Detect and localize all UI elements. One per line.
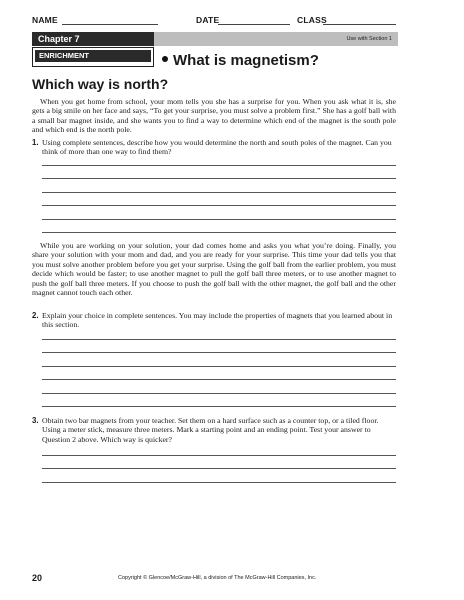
answer-line[interactable] xyxy=(42,219,396,220)
question-3 xyxy=(32,416,396,444)
answer-line[interactable] xyxy=(42,379,396,380)
question-2-text: Explain your choice in complete sentences. You may include the properties of magnets that you learned about in this section. xyxy=(42,311,393,330)
section-bar xyxy=(154,32,398,46)
answer-line[interactable] xyxy=(42,406,396,407)
class-line[interactable] xyxy=(323,24,396,25)
question-2-number: 2. xyxy=(32,311,39,320)
answer-line[interactable] xyxy=(42,339,396,340)
answer-line[interactable] xyxy=(42,192,396,193)
name-label: NAME xyxy=(32,15,58,25)
answer-line[interactable] xyxy=(42,468,396,469)
name-line[interactable] xyxy=(62,24,158,25)
student-info-header xyxy=(32,15,432,27)
section-subtitle: Which way is north? xyxy=(32,76,169,92)
worksheet-title xyxy=(162,52,319,70)
chapter-label: Chapter 7 xyxy=(32,32,154,46)
date-label: DATE xyxy=(196,15,220,25)
question-1 xyxy=(32,138,396,157)
answer-line[interactable] xyxy=(42,482,396,483)
middle-paragraph: While you are working on your solution, your dad comes home and asks you what you’re doing. Finally, you share your solution with your mom and dad, and you are ready for your surprise. This time your dad tells you that you must solve another problem before you get your surprise. Using the golf ball from the earlier problem, you must decide which would be faster; to use another magnet to pull the golf ball three meters, or to use another magnet to push the golf ball three meters. If you choose to push the golf ball with the other magnet, the golf ball and the other magnet cannot touch each other. xyxy=(32,241,396,298)
question-2 xyxy=(32,311,396,330)
date-line[interactable] xyxy=(218,24,290,25)
answer-line[interactable] xyxy=(42,352,396,353)
answer-line[interactable] xyxy=(42,165,396,166)
copyright-notice: Copyright © Glencoe/McGraw-Hill, a division of The McGraw-Hill Companies, Inc. xyxy=(118,575,317,581)
question-3-text: Obtain two bar magnets from your teacher. Set them on a hard surface such as a counter top, or a tiled floor. Using a meter stick, measure three meters. Mark a starting point and an ending point. Test your answer to Question 2 above. Which way is quicker? xyxy=(42,416,379,444)
answer-line[interactable] xyxy=(42,393,396,394)
intro-paragraph: When you get home from school, your mom tells you she has a surprise for you. When you ask what it is, she gets a big smile on her face and says, “To get your surprise, you must solve a problem first.” She has a golf ball with a small bar magnet inside, and she wants you to find a way to determine which end of the magnet is the south pole and which end is the north pole. xyxy=(32,97,396,135)
bullet-icon xyxy=(162,56,168,62)
enrichment-box xyxy=(32,47,154,67)
question-1-text: Using complete sentences, describe how you would determine the north and south poles of the magnet. Can you think of more than one way to find them? xyxy=(42,138,392,157)
answer-line[interactable] xyxy=(42,366,396,367)
page-number: 20 xyxy=(32,573,43,583)
answer-line[interactable] xyxy=(42,178,396,179)
question-3-number: 3. xyxy=(32,416,39,425)
answer-line[interactable] xyxy=(42,232,396,233)
title-text: What is magnetism? xyxy=(173,52,319,69)
section-note: Use with Section 1 xyxy=(346,36,392,42)
class-label: CLASS xyxy=(297,15,327,25)
answer-line[interactable] xyxy=(42,205,396,206)
enrichment-label: ENRICHMENT xyxy=(35,50,151,62)
question-1-number: 1. xyxy=(32,138,39,147)
answer-line[interactable] xyxy=(42,455,396,456)
